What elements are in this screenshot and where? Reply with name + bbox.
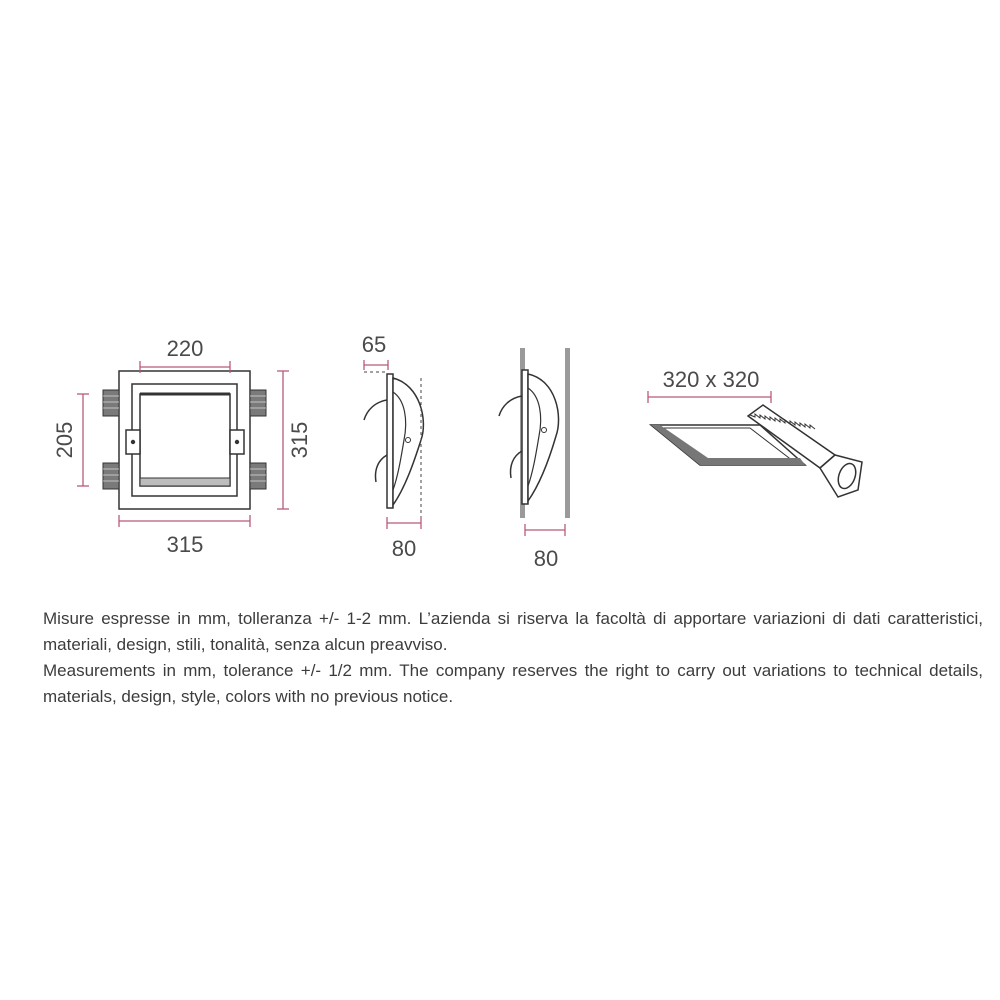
side-dim-bottom: [387, 517, 421, 529]
tab-top-right: [250, 390, 266, 416]
front-screw-right: [235, 440, 239, 444]
installed-view: [499, 348, 570, 571]
installed-dim-bottom: [525, 524, 565, 536]
side-dim-top: [364, 360, 388, 370]
side-back-plate: [387, 374, 393, 508]
side-dim-bottom-label: 80: [391, 536, 417, 561]
side-clip-lower: [375, 455, 387, 482]
installed-dim-bottom-label: 80: [533, 546, 559, 571]
side-screw: [406, 438, 411, 443]
front-dim-bottom: [119, 515, 250, 527]
cutout-dim-top: [648, 391, 771, 403]
front-dim-left-label: 205: [52, 421, 77, 459]
installed-screw: [542, 428, 547, 433]
installed-wall-right: [565, 348, 570, 518]
side-view: [362, 332, 424, 561]
front-dim-top-label: 220: [166, 336, 204, 361]
side-clip-upper: [364, 400, 387, 420]
tab-bottom-left: [103, 463, 119, 489]
side-dim-top-label: 65: [361, 332, 387, 357]
installed-body: [528, 374, 559, 501]
front-lamp-panel: [140, 394, 230, 486]
front-screw-left: [131, 440, 135, 444]
front-dim-left: [77, 394, 89, 486]
cutout-dim-top-label: 320 x 320: [662, 367, 760, 392]
front-bottom-strip: [140, 478, 230, 486]
front-dim-bottom-label: 315: [166, 532, 204, 557]
tab-bottom-right: [250, 463, 266, 489]
disclaimer-italian: Misure espresse in mm, tolleranza +/- 1-2 mm. L’azienda si riserva la facoltà di apportare variazioni di dati caratteristici, materiali, design, stili, tonalità, senza alcun preavviso.: [43, 609, 983, 654]
disclaimer-notes: [43, 606, 983, 710]
disclaimer-english: Measurements in mm, tolerance +/- 1/2 mm. The company reserves the right to carry out variations to technical details, materials, design, style, colors with no previous notice.: [43, 661, 983, 706]
tab-top-left: [103, 390, 119, 416]
front-view: [52, 336, 312, 557]
front-dim-right-label: 315: [287, 421, 312, 459]
installed-clip-upper: [499, 396, 522, 416]
cutout-view: [648, 367, 862, 497]
installed-back-plate: [522, 370, 528, 504]
